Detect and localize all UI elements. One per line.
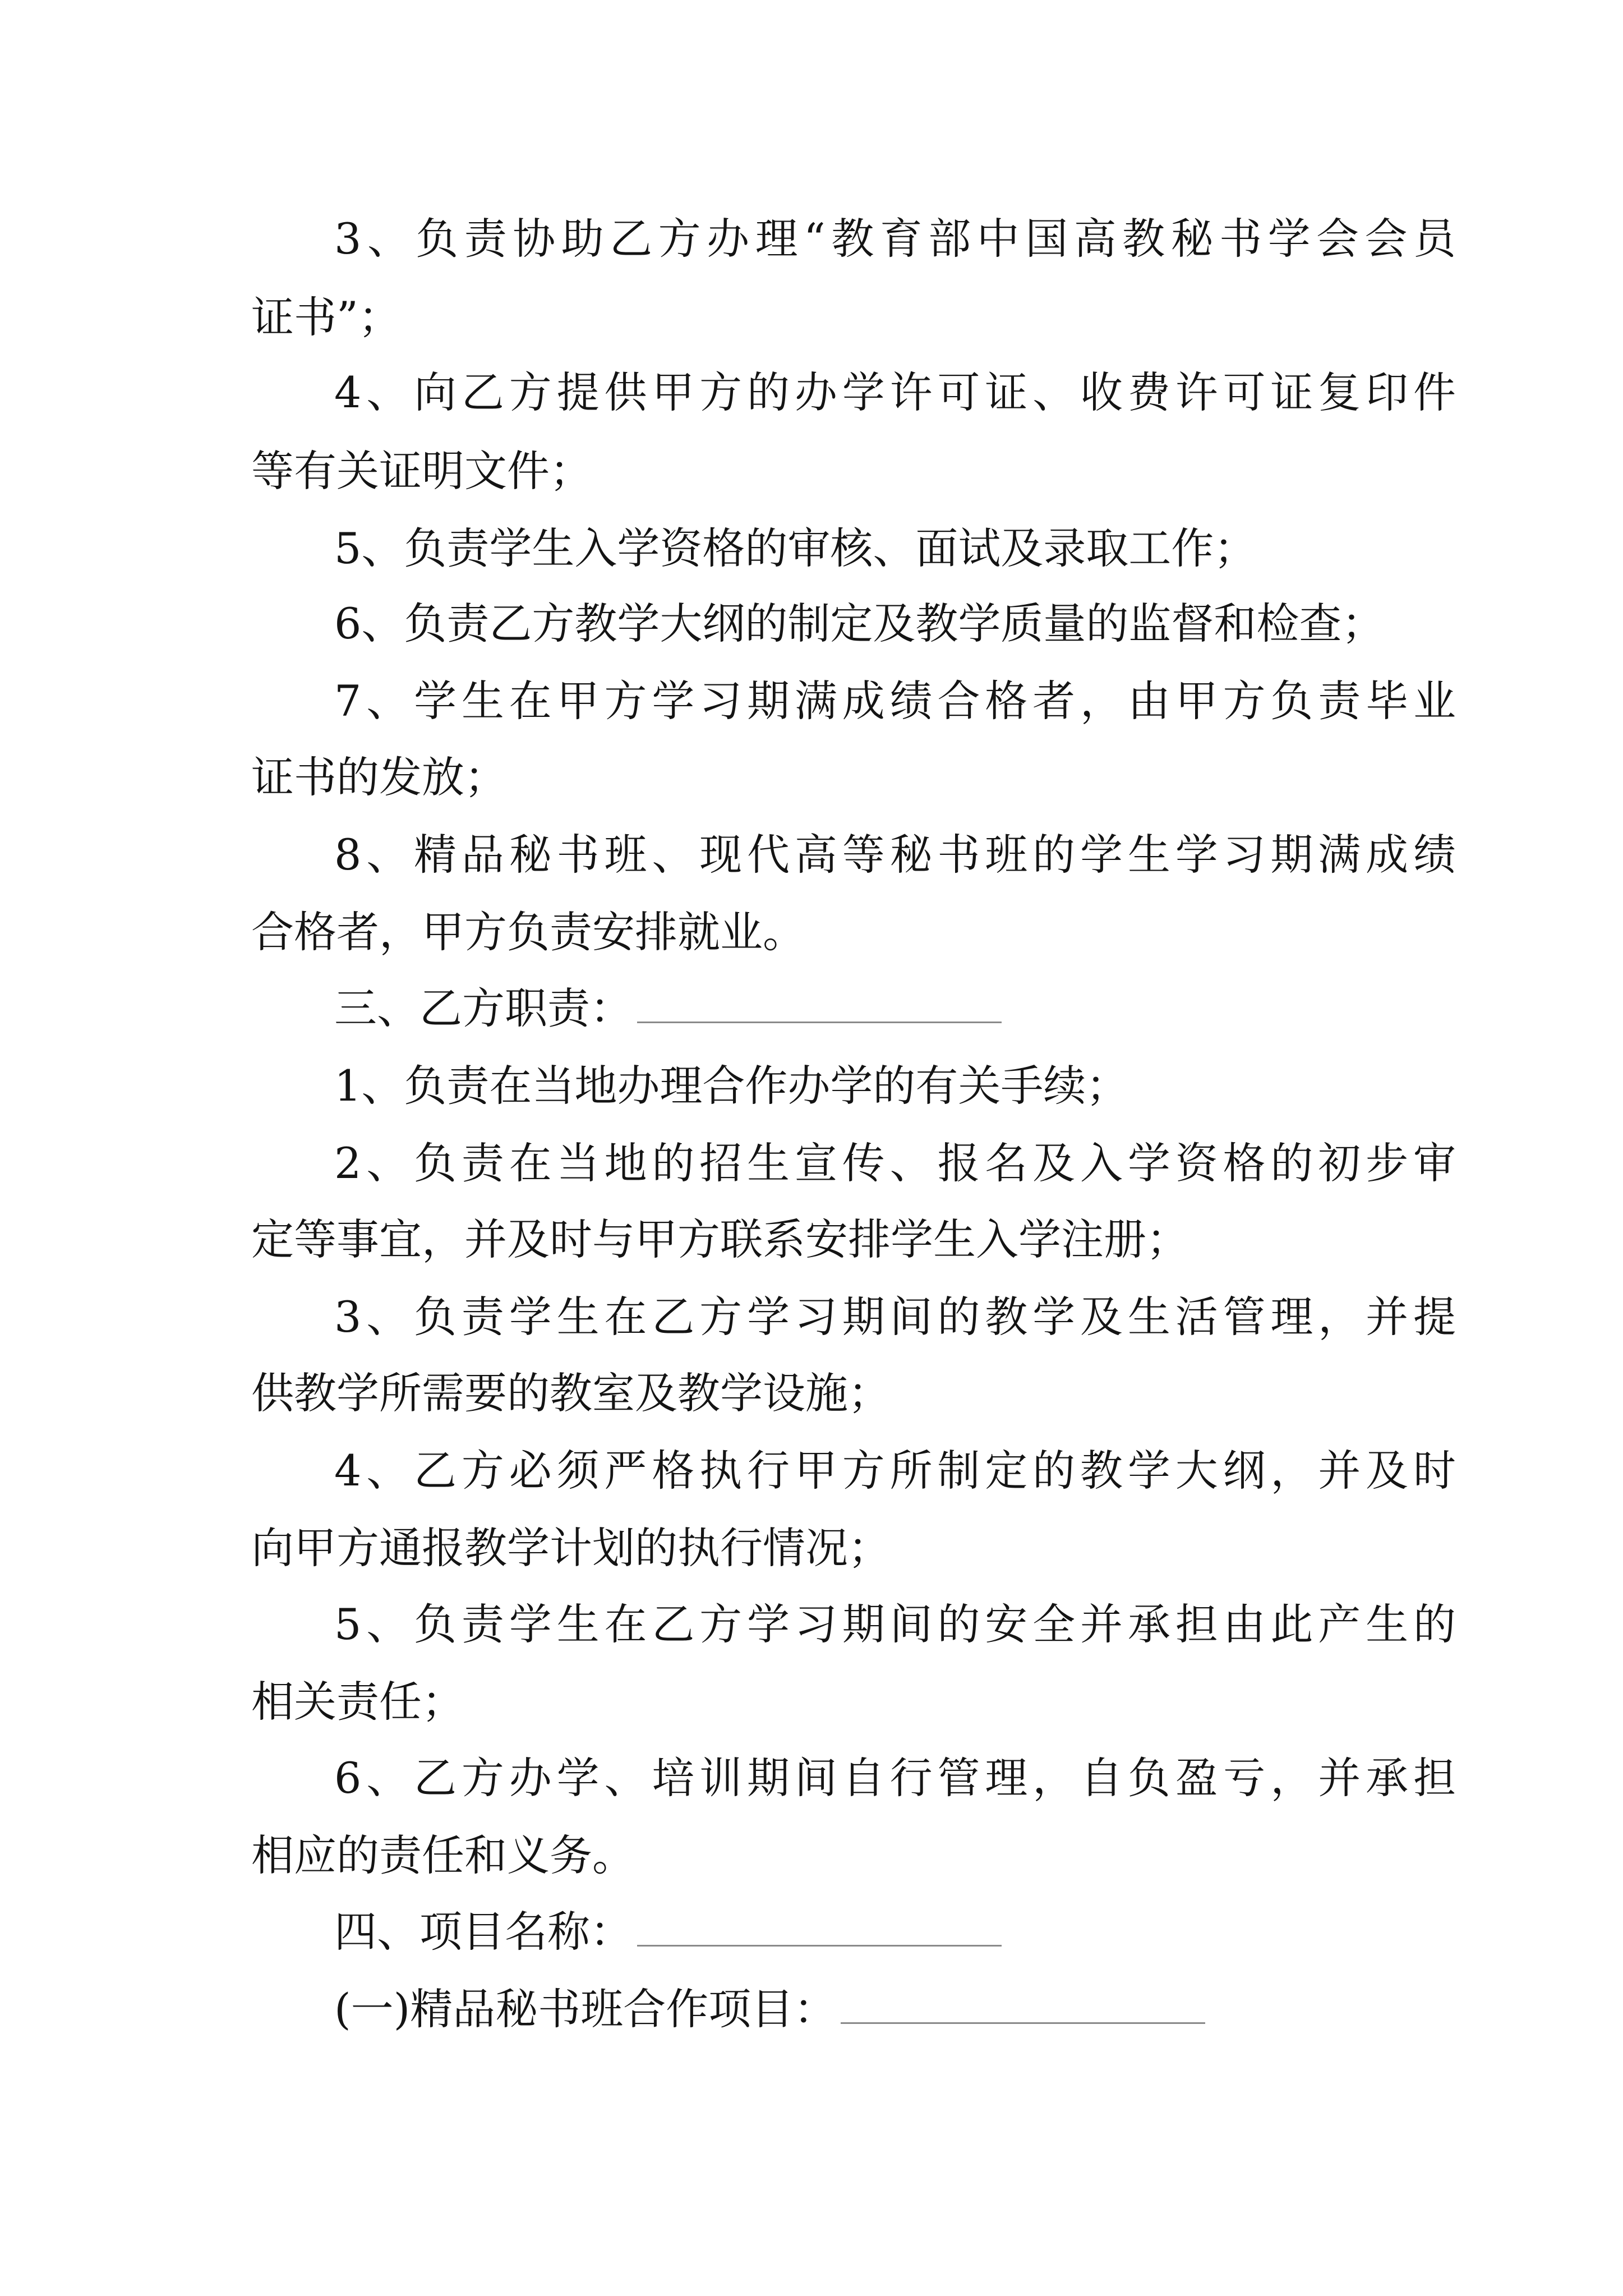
clause-2-8-line-1: 8、精品秘书班、现代高等秘书班的学生学习期满成绩 bbox=[334, 830, 1456, 880]
section-4-title: 四、项目名称： bbox=[334, 1907, 633, 1957]
clause-3-5-line-1: 5、负责学生在乙方学习期间的安全并承担由此产生的 bbox=[334, 1599, 1456, 1649]
clause-2-6: 6、负责乙方教学大纲的制定及教学质量的监督和检查； bbox=[334, 599, 1385, 648]
clause-3-3-line-1: 3、负责学生在乙方学习期间的教学及生活管理，并提 bbox=[334, 1292, 1456, 1342]
fill-in-blank bbox=[637, 982, 1002, 1023]
section-4-heading bbox=[334, 1905, 1002, 1959]
fill-in-blank bbox=[841, 1983, 1205, 2024]
project-1-title: (一)精品秘书班合作项目： bbox=[334, 1984, 837, 2034]
clause-3-4-line-1: 4、乙方必须严格执行甲方所制定的教学大纲，并及时 bbox=[334, 1446, 1456, 1496]
clause-3-4-line-2: 向甲方通报教学计划的执行情况； bbox=[251, 1523, 891, 1573]
clause-3-6-line-2: 相应的责任和义务。 bbox=[251, 1830, 635, 1880]
clause-3-2-line-2: 定等事宜，并及时与甲方联系安排学生入学注册； bbox=[251, 1214, 1189, 1264]
clause-2-5: 5、负责学生入学资格的审核、面试及录取工作； bbox=[334, 523, 1257, 573]
clause-3-6-line-1: 6、乙方办学、培训期间自行管理，自负盈亏，并承担 bbox=[334, 1753, 1456, 1803]
clause-3-2-line-1: 2、负责在当地的招生宣传、报名及入学资格的初步审 bbox=[334, 1138, 1456, 1188]
project-1-heading bbox=[334, 1982, 1205, 2036]
clause-2-7-line-2: 证书的发放； bbox=[251, 752, 507, 802]
clause-2-4-line-1: 4、向乙方提供甲方的办学许可证、收费许可证复印件 bbox=[334, 367, 1456, 417]
section-3-heading bbox=[334, 982, 1002, 1036]
clause-2-3-line-1: 3、负责协助乙方办理“教育部中国高教秘书学会会员 bbox=[334, 214, 1456, 264]
clause-2-7-line-1: 7、学生在甲方学习期满成绩合格者，由甲方负责毕业 bbox=[334, 676, 1456, 726]
clause-2-4-line-2: 等有关证明文件； bbox=[251, 446, 592, 496]
clause-3-5-line-2: 相关责任； bbox=[251, 1677, 464, 1727]
fill-in-blank bbox=[637, 1906, 1002, 1947]
clause-3-3-line-2: 供教学所需要的教室及教学设施； bbox=[251, 1368, 891, 1418]
clause-3-1: 1、负责在当地办理合作办学的有关手续； bbox=[334, 1061, 1129, 1111]
clause-2-8-line-2: 合格者，甲方负责安排就业。 bbox=[251, 907, 805, 957]
clause-2-3-line-2: 证书”； bbox=[251, 292, 401, 342]
section-3-title: 三、乙方职责： bbox=[334, 983, 633, 1033]
